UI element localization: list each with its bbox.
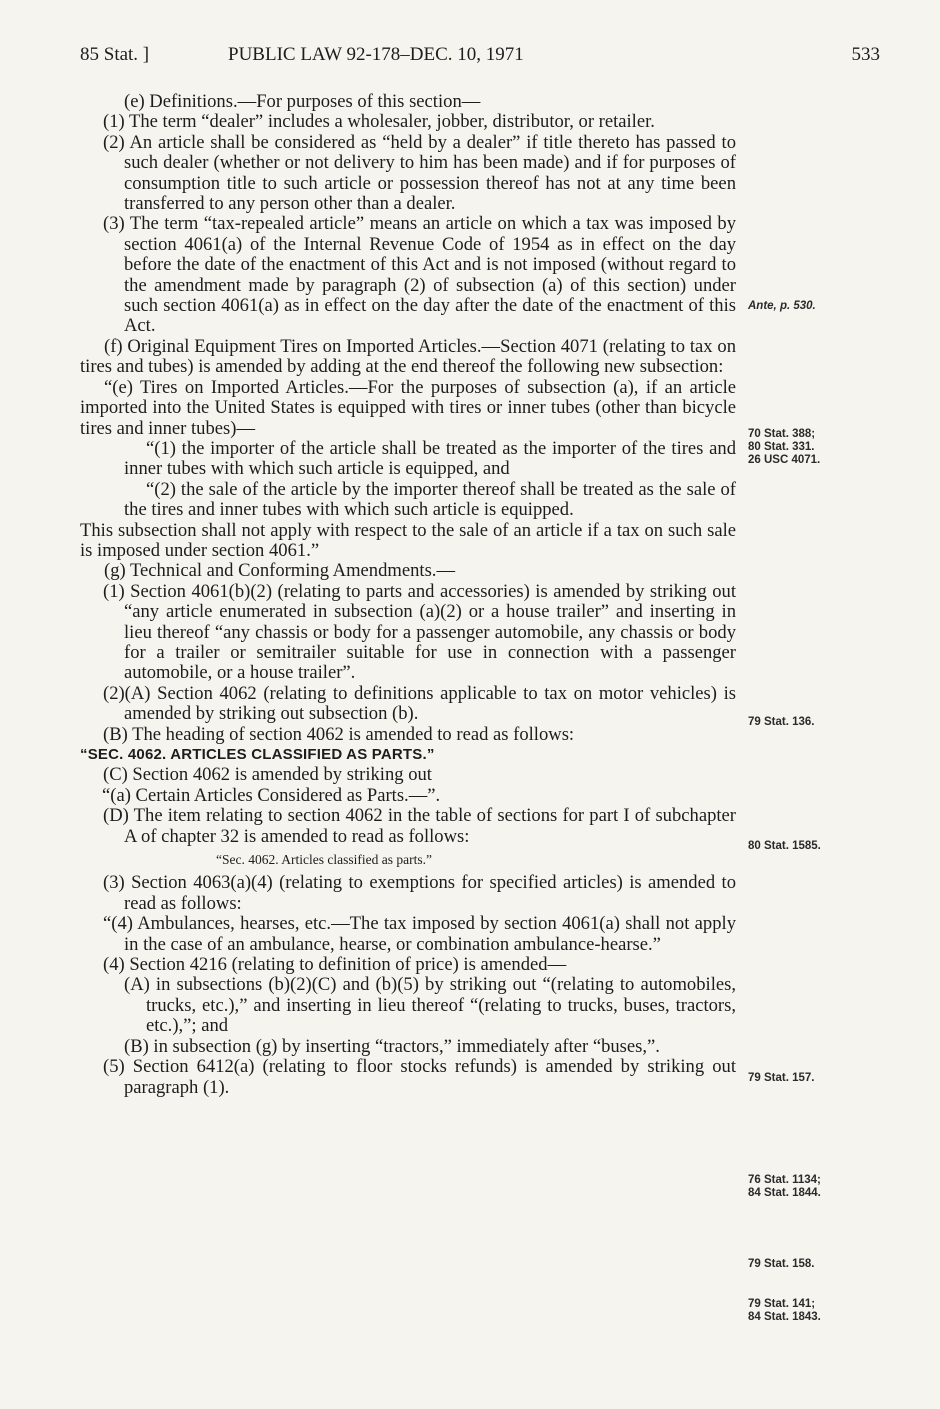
paragraph-g4a: (A) in subsections (b)(2)(C) and (b)(5) by striking out “(relating to automobiles, trucks, etc.),” and inserting in lieu thereof “(relating to trucks, buses, tractors, etc.),”; and: [124, 974, 736, 1037]
statute-text: [80, 92, 736, 1098]
subsection-e-definitions: (e) Definitions.—For purposes of this section—: [124, 91, 481, 112]
margin-note-79-stat-141: 79 Stat. 141; 84 Stat. 1843.: [748, 1298, 821, 1323]
paragraph-g2d: (D) The item relating to section 4062 in the table of sections for part I of subchapter A of chapter 32 is amended to read as follows:: [103, 805, 736, 847]
margin-note-70-stat: 70 Stat. 388; 80 Stat. 331. 26 USC 4071.: [748, 428, 821, 466]
paragraph-f2: “(2) the sale of the article by the importer thereof shall be treated as the sale of the tires and inner tubes with which such article is equipped.: [124, 478, 736, 521]
subsection-g-amendments: (g) Technical and Conforming Amendments.—: [104, 560, 456, 582]
paragraph-g2a: (2)(A) Section 4062 (relating to definitions applicable to tax on motor vehicles) is amended by striking out subsection (b).: [103, 682, 736, 725]
paragraph-g4: (4) Section 4216 (relating to definition of price) is amended—: [103, 954, 567, 976]
law-title: PUBLIC LAW 92-178–DEC. 10, 1971: [228, 44, 524, 65]
subsection-exception: This subsection shall not apply with respect to the sale of an article if a tax on such sale is imposed under section 4061.”: [80, 519, 736, 561]
volume-citation: 85 Stat. ]: [80, 44, 150, 65]
paragraph-e1: (1) The term “dealer” includes a wholesaler, jobber, distributor, or retailer.: [103, 111, 655, 133]
struck-heading: “(a) Certain Articles Considered as Parts.—”.: [102, 784, 441, 806]
table-item: “Sec. 4062. Articles classified as parts.”: [216, 852, 432, 868]
page-header: [80, 44, 880, 74]
paragraph-ambulances: “(4) Ambulances, hearses, etc.—The tax imposed by section 4061(a) shall not apply in the case of an ambulance, hearse, or combination ambulance-hearse.”: [103, 913, 736, 955]
paragraph-g2c: (C) Section 4062 is amended by striking out: [103, 764, 432, 786]
paragraph-f1: “(1) the importer of the article shall be treated as the importer of the tires and inner tubes with which such article is equipped, and: [124, 437, 736, 480]
new-subsection-e: “(e) Tires on Imported Articles.—For the purposes of subsection (a), if an article imported into the United States is equipped with tires or inner tubes (other than bicycle tires and inner tubes)—: [80, 376, 736, 439]
margin-note-79-stat-158: 79 Stat. 158.: [748, 1258, 815, 1270]
subsection-f-tires: (f) Original Equipment Tires on Imported Articles.—Section 4071 (relating to tax on tires and tubes) is amended by adding at the end thereof the following new subsection:: [80, 335, 736, 378]
page-number: 533: [851, 44, 880, 65]
paragraph-e3: (3) The term “tax-repealed article” means an article on which a tax was imposed by section 4061(a) of the Internal Revenue Code of 1954 as in effect on the day before the date of the enactment of this Act and is not imposed (without regard to the amendment made by paragraph (2) of subsection (a) of this section) under such section 4061(a) as in effect on the day after the date of the enactment of this Act.: [103, 213, 736, 337]
paragraph-g5: (5) Section 6412(a) (relating to floor stocks refunds) is amended by striking out paragraph (1).: [103, 1056, 736, 1098]
margin-note-79-stat-136: 79 Stat. 136.: [748, 716, 815, 728]
margin-note-76-stat: 76 Stat. 1134; 84 Stat. 1844.: [748, 1174, 821, 1199]
margin-note-ante: Ante, p. 530.: [748, 300, 816, 312]
paragraph-g2b: (B) The heading of section 4062 is amended to read as follows:: [103, 723, 575, 745]
paragraph-g4b: (B) in subsection (g) by inserting “tractors,” immediately after “buses,”.: [124, 1035, 660, 1057]
paragraph-g1: (1) Section 4061(b)(2) (relating to parts and accessories) is amended by striking out “any article enumerated in subsection (a)(2) or a house trailer” and inserting in lieu thereof “any chassis or body for a passenger automobile, any chassis or body for a trailer or semitrailer suitable for use in connection with a passenger automobile, or a house trailer”.: [103, 580, 736, 684]
paragraph-g3: (3) Section 4063(a)(4) (relating to exemptions for specified articles) is amended to read as follows:: [103, 872, 736, 914]
section-heading-4062: “SEC. 4062. ARTICLES CLASSIFIED AS PARTS.”: [80, 746, 435, 763]
margin-note-79-stat-157: 79 Stat. 157.: [748, 1072, 815, 1084]
paragraph-e2: (2) An article shall be considered as “held by a dealer” if title thereto has passed to such dealer (whether or not delivery to him has been made) and if for purposes of consumption title to such article or possession thereof has not at any time been transferred to any person other than a dealer.: [103, 131, 736, 215]
margin-note-80-stat-1585: 80 Stat. 1585.: [748, 840, 821, 852]
